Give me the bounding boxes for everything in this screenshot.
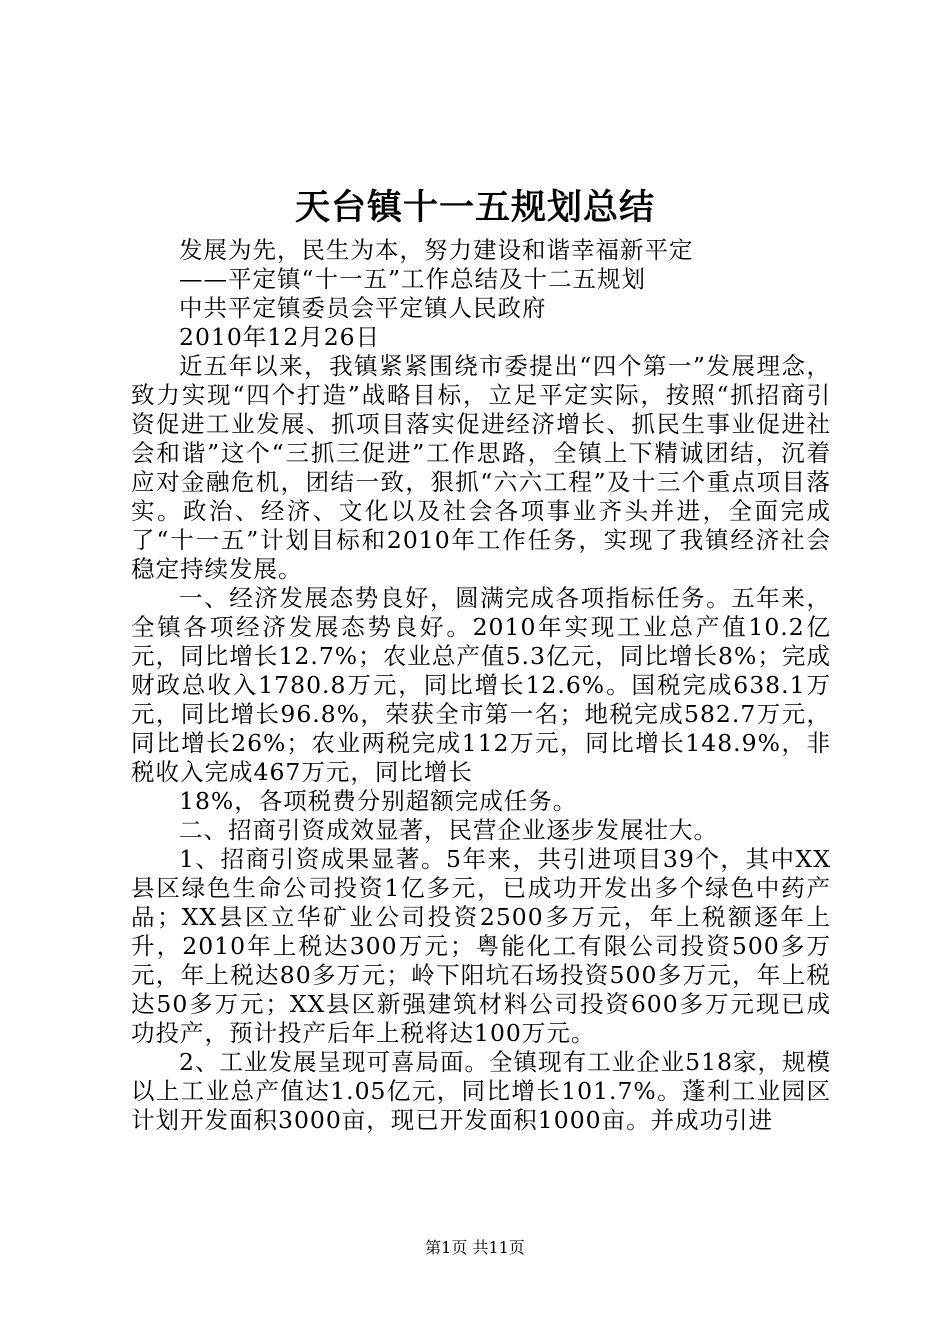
document-title: 天台镇十一五规划总结 [294, 187, 655, 228]
body-paragraph: 18%，各项税费分别超额完成任务。 [179, 787, 578, 815]
author-line: 中共平定镇委员会平定镇人民政府 [179, 294, 547, 322]
body-paragraph: 一、经济发展态势良好，圆满完成各项指标任务。五年来，全镇各项经济发展态势良好。2010年实现工业总产值10.2亿元，同比增长12.7%；农业总产值5.3亿元，同比增长8%；完成财政总收入1780.8万元，同比增长12.6%。国税完成638.1万元，同比增长96.8%，荣获全市第一名；地税完成582.7万元，同比增长26%；农业两税完成112万元，同比增长148.9%，非税收入完成467万元，同比增长 [131, 584, 831, 786]
body-paragraph: 2、工业发展呈现可喜局面。全镇现有工业企业518家，规模以上工业总产值达1.05亿元，同比增长101.7%。蓬利工业园区计划开发面积3000亩，现已开发面积1000亩。并成功引进 [131, 1048, 831, 1134]
section-heading: 二、招商引资成效显著，民营企业逐步发展壮大。 [179, 816, 718, 844]
subtitle-line: 发展为先，民生为本，努力建设和谐幸福新平定 [179, 236, 694, 264]
page-number: 第1页 共11页 [425, 1238, 525, 1257]
body-paragraph: 近五年以来，我镇紧紧围绕市委提出“四个第一”发展理念，致力实现“四个打造”战略目标，立足平定实际，按照“抓招商引资促进工业发展、抓项目落实促进经济增长、抓民生事业促进社会和谐”这个“三抓三促进”工作思路，全镇上下精诚团结，沉着应对金融危机，团结一致，狠抓“六六工程”及十三个重点项目落实。政治、经济、文化以及社会各项事业齐头并进，全面完成了“十一五”计划目标和2010年工作任务，实现了我镇经济社会稳定持续发展。 [131, 352, 831, 583]
subtitle-line: ——平定镇“十一五”工作总结及十二五规划 [179, 265, 647, 293]
body-paragraph: 1、招商引资成果显著。5年来，共引进项目39个，其中XX县区绿色生命公司投资1亿多元，已成功开发出多个绿色中药产品；XX县区立华矿业公司投资2500多万元，年上税额逐年上升，2010年上税达300万元；粤能化工有限公司投资500多万元，年上税达80多万元；岭下阳坑石场投资500多万元，年上税达50多万元；XX县区新强建筑材料公司投资600多万元现已成功投产，预计投产后年上税将达100万元。 [131, 845, 831, 1047]
document-body [131, 236, 831, 1135]
date-line: 2010年12月26日 [179, 323, 381, 351]
